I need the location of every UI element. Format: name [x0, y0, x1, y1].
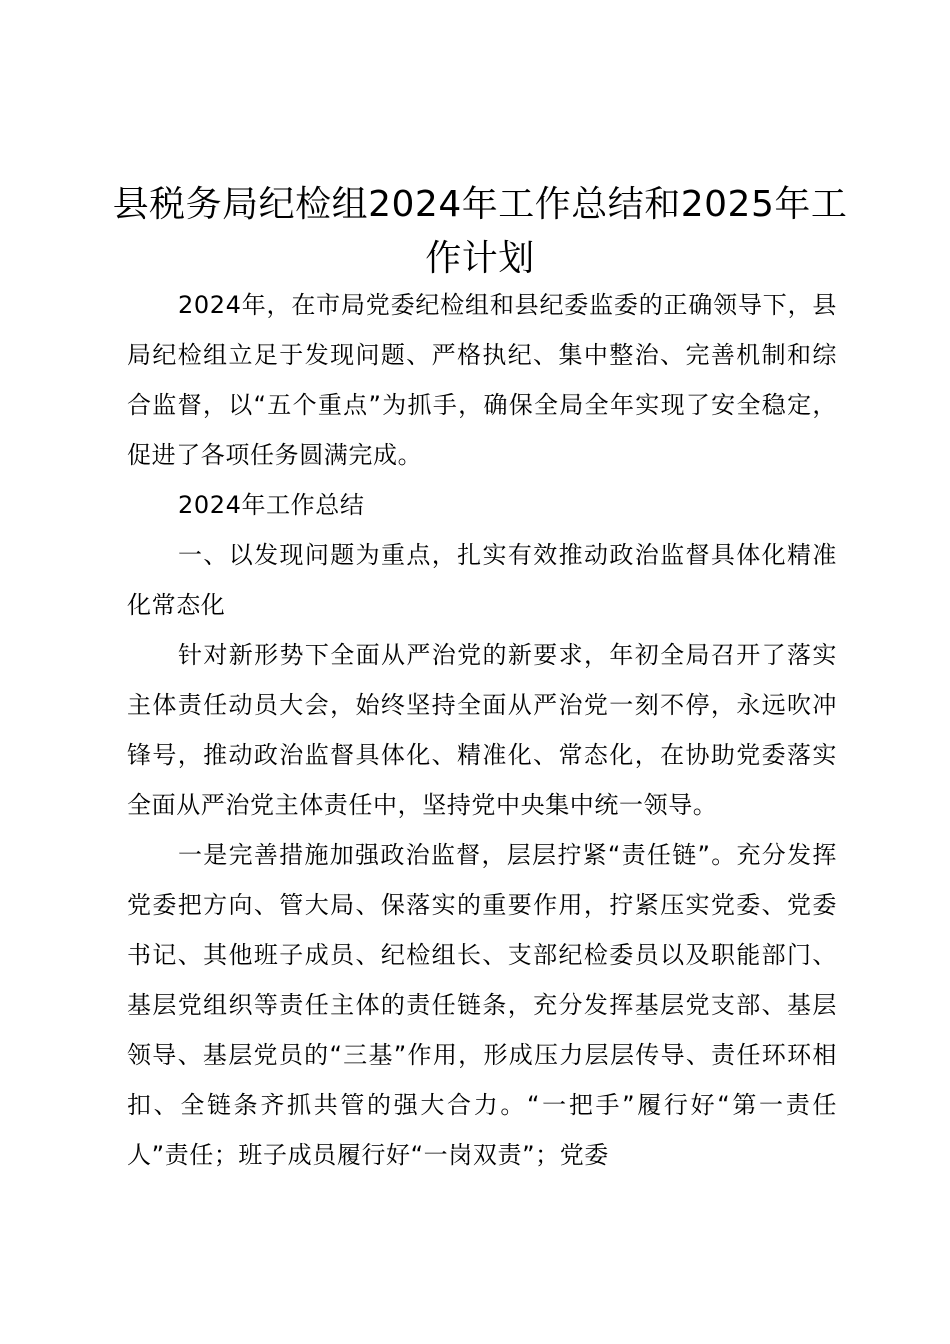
document-body: [127, 280, 837, 1180]
section-heading-summary: 2024年工作总结: [178, 491, 365, 519]
body-paragraph-2: 一是完善措施加强政治监督，层层拧紧“责任链”。充分发挥党委把方向、管大局、保落实的重要作用，拧紧压实党委、党委书记、其他班子成员、纪检组长、支部纪检委员以及职能部门、基层党组织等责任主体的责任链条，充分发挥基层党支部、基层领导、基层党员的“三基”作用，形成压力层层传导、责任环环相扣、全链条齐抓共管的强大合力。“一把手”履行好“第一责任人”责任；班子成员履行好“一岗双责”；党委: [127, 841, 837, 1169]
document-title: 县税务局纪检组2024年工作总结和2025年工作计划: [112, 184, 848, 279]
intro-paragraph: 2024年，在市局党委纪检组和县纪委监委的正确领导下，县局纪检组立足于发现问题、严格执纪、集中整治、完善机制和综合监督，以“五个重点”为抓手，确保全局全年实现了安全稳定，促进了各项任务圆满完成。: [127, 291, 837, 469]
subsection-heading-1: 一、以发现问题为重点，扎实有效推动政治监督具体化精准化常态化: [127, 541, 837, 619]
body-paragraph-1: 针对新形势下全面从严治党的新要求，年初全局召开了落实主体责任动员大会，始终坚持全面从严治党一刻不停，永远吹冲锋号，推动政治监督具体化、精准化、常态化，在协助党委落实全面从严治党主体责任中，坚持党中央集中统一领导。: [127, 641, 837, 819]
